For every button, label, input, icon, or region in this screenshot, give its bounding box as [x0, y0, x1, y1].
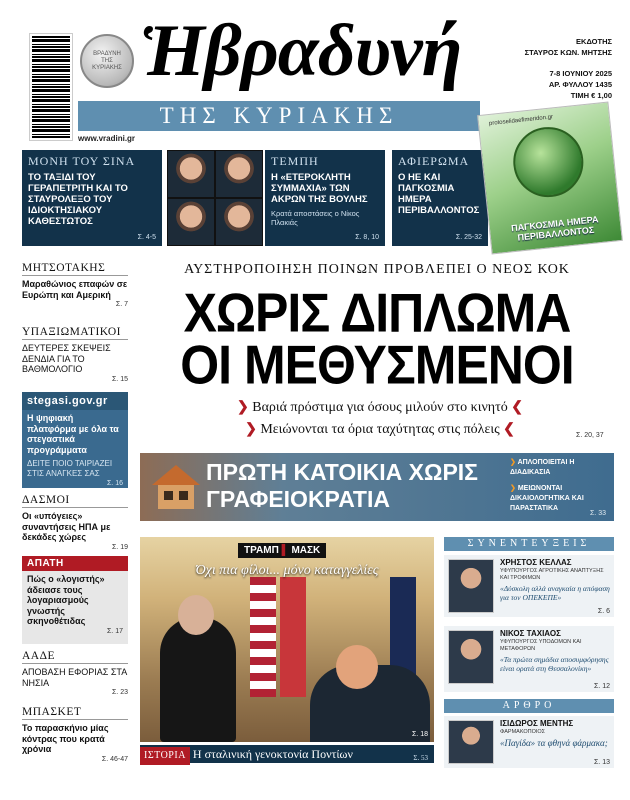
- watermark-tag: protoselidaefimeridon.gr: [488, 114, 554, 128]
- page-ref: Σ. 46-47: [101, 755, 128, 763]
- housing-points: ❯ ΑΠΛΟΠΟΙΕΙΤΑΙ Η ΔΙΑΔΙΚΑΣΙΑ ❯ ΜΕΙΩΝΟΝΤΑΙ ΔΙΚΑΙΟΛΟΓΗΤΙΚΑ ΚΑΙ ΠΑΡΑΣΤΑΤΙΚΑ: [510, 459, 584, 512]
- page-ref: Σ. 17: [106, 627, 123, 635]
- bullet-text: Μειώνονται τα όρια ταχύτητας στις πόλεις: [260, 422, 500, 437]
- interviewee-name: ΝΙΚΟΣ ΤΑΧΙΑΟΣ: [500, 629, 561, 638]
- interviewee-name: ΧΡΗΣΤΟΣ ΚΕΛΛΑΣ: [500, 558, 572, 567]
- main-kicker: ΑΥΣΤΗΡΟΠΟΙΗΣΗ ΠΟΙΝΩΝ ΠΡΟΒΛΕΠΕΙ Ο ΝΕΟΣ ΚΟΚ: [184, 262, 570, 277]
- interviewee-photo: [448, 630, 494, 684]
- teaser-kicker: ΤΕΜΠΗ: [271, 154, 319, 168]
- page-ref: Σ. 33: [589, 510, 606, 517]
- teaser-tempi[interactable]: [265, 150, 385, 246]
- brief-kicker: ΥΠΑΞΙΩΜΑΤΙΚΟΙ: [22, 326, 128, 340]
- brief-aade[interactable]: [22, 650, 128, 696]
- brief-kicker: ΔΑΣΜΟΙ: [22, 494, 128, 508]
- page-ref: Σ. 23: [111, 689, 128, 696]
- barcode: [30, 34, 72, 140]
- brief-body: Πώς ο «λογιστής» άδειασε τους λογαριασμούς γνωστής σκηνοθέτιδας: [27, 574, 105, 626]
- main-headline-line2[interactable]: ΟΙ ΜΕΘΥΣΜΕΝΟΙ: [180, 334, 574, 396]
- face-photo: [167, 198, 215, 246]
- page-ref: Σ. 19: [111, 543, 128, 551]
- coin-text: ΒΡΑΔΥΝΗ ΤΗΣ ΚΥΡΙΑΚΗΣ: [92, 50, 122, 71]
- main-bullet-2: ❯ Μειώνονται τα όρια ταχύτητας στις πόλεις ❮: [245, 420, 515, 437]
- brief-note: ΔΕΙΤΕ ΠΟΙΟ ΤΑΙΡΙΑΖΕΙ ΣΤΙΣ ΑΝΑΓΚΕΣ ΣΑΣ: [27, 459, 113, 478]
- brief-body: ΑΠΟΒΑΣΗ ΕΦΟΡΙΑΣ ΣΤΑ ΝΗΣΙΑ: [22, 667, 127, 688]
- author-photo: [448, 720, 494, 764]
- brief-kicker: stegasi.gov.gr: [22, 392, 128, 410]
- brief-body: Η ψηφιακή πλατφόρμα με όλα τα στεγαστικά προγράμματα: [27, 413, 119, 455]
- page-ref: Σ. 15: [111, 375, 128, 383]
- teaser-sub: Κρατά αποστάσεις ο Νίκος Πλακιάς: [271, 209, 360, 227]
- interviews-header: ΣΥΝΕΝΤΕΥΞΕΙΣ: [444, 537, 614, 551]
- author-name: ΙΣΙΔΩΡΟΣ ΜΕΝΤΗΣ: [500, 719, 574, 728]
- page-ref: Σ. 20, 37: [576, 432, 604, 439]
- newspaper-logo[interactable]: Ἡβραδυνή: [140, 10, 462, 92]
- figure-right-head: [336, 645, 378, 689]
- face-photo: [215, 150, 263, 198]
- issue-date: 7-8 ΙΟΥΝΙΟΥ 2025: [549, 69, 612, 78]
- figure-left-head: [178, 595, 214, 635]
- house-icon: [150, 461, 202, 511]
- housing-point: ΑΠΛΟΠΟΙΕΙΤΑΙ Η ΔΙΑΔΙΚΑΣΙΑ: [510, 459, 575, 476]
- brief-basket[interactable]: [22, 706, 128, 763]
- main-bullet-1: ❯ Βαριά πρόστιμα για όσους μιλούν στο κινητό ❮: [237, 398, 523, 415]
- interviewee-photo: [448, 559, 494, 613]
- page-ref: Σ. 4-5: [137, 234, 156, 241]
- masthead-subtitle: ΤΗΣ ΚΥΡΙΑΚΗΣ: [78, 101, 480, 131]
- article-header: ΑΡΘΡΟ: [444, 699, 614, 713]
- trump-musk-photo[interactable]: [140, 537, 434, 742]
- housing-banner[interactable]: [140, 453, 614, 521]
- teaser-sinai[interactable]: [22, 150, 162, 246]
- teaser-environment[interactable]: [392, 150, 488, 246]
- politicians-photo: [167, 150, 263, 246]
- environment-supplement[interactable]: [477, 101, 623, 254]
- bullet-text: Βαριά πρόστιμα για όσους μιλούν στο κινητό: [252, 400, 508, 415]
- interviewee-quote: «Τα πρώτα σημάδια αποσυμφόρησης είναι ορατά στη Θεσσαλονίκη»: [500, 655, 609, 673]
- brief-body: Το παρασκήνιο μίας κόντρας που κρατά χρόνια: [22, 723, 109, 754]
- face-photo: [167, 150, 215, 198]
- teaser-kicker: ΑΦΙΕΡΩΜΑ: [398, 154, 470, 168]
- publisher-name: ΣΤΑΥΡΟΣ ΚΩΝ. ΜΗΤΣΗΣ: [524, 48, 612, 57]
- flag-shape: [280, 577, 306, 697]
- supplement-caption: ΠΑΓΚΟΣΜΙΑ ΗΜΕΡΑ ΠΕΡΙΒΑΛΛΟΝΤΟΣ: [510, 214, 599, 243]
- brief-body: Οι «υπόγειες» συναντήσεις ΗΠΑ με δεκάδες χώρες: [22, 511, 111, 542]
- brief-ypaxiomatikoi[interactable]: [22, 326, 128, 383]
- issue-price: ΤΙΜΗ € 1,00: [570, 91, 612, 100]
- photo-quote: Όχι πια φίλοι... μόνο καταγγελίες: [195, 563, 379, 578]
- page-ref: Σ. 18: [411, 731, 428, 738]
- page-ref: Σ. 13: [593, 759, 610, 766]
- page-ref: Σ. 7: [115, 301, 128, 308]
- brief-kicker: ΜΠΑΣΚΕΤ: [22, 706, 128, 720]
- page-ref: Σ. 53: [413, 754, 428, 762]
- photo-tag: ΤΡΑΜΠ ▌ ΜΑΣΚ: [238, 543, 326, 558]
- brief-body: Μαραθώνιος επαφών σε Ευρώπη και Αμερική: [22, 279, 128, 300]
- brief-dasmoi[interactable]: [22, 494, 128, 551]
- issue-number: ΑΡ. ΦΥΛΛΟΥ 1435: [548, 80, 612, 89]
- history-label: ΙΣΤΟΡΙΑ: [140, 747, 190, 765]
- brief-apati[interactable]: [22, 556, 128, 644]
- face-photo: [215, 198, 263, 246]
- interviewee-role: ΥΦΥΠΟΥΡΓΟΣ ΑΓΡΟΤΙΚΗΣ ΑΝΑΠΤΥΞΗΣ ΚΑΙ ΤΡΟΦΙΜΩΝ: [500, 568, 604, 581]
- photo-tag-right: ΜΑΣΚ: [291, 545, 321, 556]
- interviewee-role: ΥΦΥΠΟΥΡΓΟΣ ΥΠΟΔΟΜΩΝ ΚΑΙ ΜΕΤΑΦΟΡΩΝ: [500, 639, 582, 652]
- brief-kicker: ΜΗΤΣΟΤΑΚΗΣ: [22, 262, 128, 276]
- article-item[interactable]: [444, 716, 614, 768]
- page-ref: Σ. 16: [106, 480, 123, 487]
- history-text: Η σταλινική γενοκτονία Ποντίων: [192, 747, 353, 761]
- brief-kicker: ΑΠΑΤΗ: [22, 556, 128, 571]
- teaser-text: ΤΟ ΤΑΞΙΔΙ ΤΟΥ ΓΕΡΑΠΕΤΡΙΤΗ ΚΑΙ ΤΟ ΣΤΑΥΡΟΛΕΞΟ ΤΟΥ ΙΔΙΟΚΤΗΣΙΑΚΟΥ ΚΑΘΕΣΤΩΤΟΣ: [28, 172, 128, 227]
- interview-item[interactable]: [444, 555, 614, 617]
- history-strip[interactable]: [140, 745, 434, 763]
- photo-tag-left: ΤΡΑΜΠ: [244, 545, 279, 556]
- main-headline-line1[interactable]: ΧΩΡΙΣ ΔΙΠΛΩΜΑ: [183, 282, 571, 344]
- teaser-text: Η «ΕΤΕΡΟΚΛΗΤΗ ΣΥΜΜΑΧΙΑ» ΤΩΝ ΑΚΡΩΝ ΤΗΣ ΒΟΥΛΗΣ: [271, 172, 368, 205]
- globe-icon: [510, 124, 587, 201]
- brief-body: ΔΕΥΤΕΡΕΣ ΣΚΕΨΕΙΣ ΔΕΝΔΙΑ ΓΙΑ ΤΟ ΒΑΘΜΟΛΟΓΙΟ: [22, 343, 111, 374]
- page-ref: Σ. 25-32: [455, 234, 482, 241]
- interviewee-quote: «Δύσκολη αλλά αναγκαία η απόφαση για τον ΟΠΕΚΕΠΕ»: [500, 584, 610, 602]
- brief-stegasi[interactable]: [22, 392, 128, 488]
- page-ref: Σ. 8, 10: [355, 234, 379, 241]
- interview-item[interactable]: [444, 626, 614, 692]
- coin-emblem: [80, 34, 134, 88]
- author-role: ΦΑΡΜΑΚΟΠΟΙΟΣ: [500, 729, 546, 735]
- housing-point: ΜΕΙΩΝΟΝΤΑΙ ΔΙΚΑΙΟΛΟΓΗΤΙΚΑ ΚΑΙ ΠΑΡΑΣΤΑΤΙΚΑ: [510, 485, 584, 512]
- brief-mitsotakis[interactable]: [22, 262, 128, 308]
- teaser-kicker: ΜΟΝΗ ΤΟΥ ΣΙΝΑ: [28, 154, 136, 168]
- housing-title: ΠΡΩΤΗ ΚΑΤΟΙΚΙΑ ΧΩΡΙΣ ΓΡΑΦΕΙΟΚΡΑΤΙΑ: [206, 459, 478, 512]
- figure-left: [160, 617, 236, 742]
- flag-shape: [250, 577, 276, 697]
- page-ref: Σ. 6: [597, 608, 610, 615]
- publisher-label: ΕΚΔΟΤΗΣ: [576, 37, 612, 46]
- article-title: «Παγίδα» τα φθηνά φάρμακα;: [500, 738, 608, 748]
- teaser-text: Ο ΗΕ ΚΑΙ ΠΑΓΚΟΣΜΙΑ ΗΜΕΡΑ ΠΕΡΙΒΑΛΛΟΝΤΟΣ: [398, 172, 480, 216]
- website-link[interactable]: www.vradini.gr: [78, 134, 136, 143]
- issue-info: [520, 36, 612, 101]
- brief-kicker: ΑΑΔΕ: [22, 650, 128, 664]
- page-ref: Σ. 12: [593, 683, 610, 690]
